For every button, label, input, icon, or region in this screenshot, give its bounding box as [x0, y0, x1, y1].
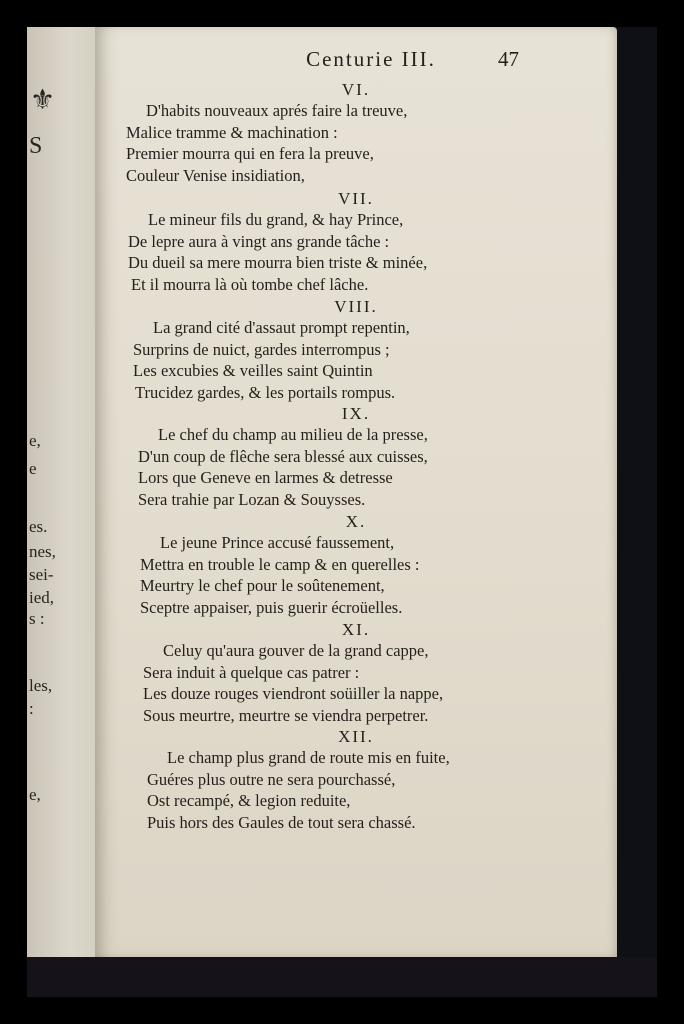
left-fragment: s :: [29, 609, 45, 628]
left-fragment: nes,: [29, 542, 56, 561]
quatrain-number: XI.: [341, 620, 371, 639]
verse-line: Premier mourra qui en fera la preuve,: [126, 144, 374, 163]
verse-line: Le jeune Prince accusé faussement,: [160, 533, 395, 552]
left-fragment: es.: [29, 517, 48, 536]
left-fragment: e: [29, 459, 37, 478]
left-fragment: :: [29, 699, 34, 718]
book-page: [95, 27, 617, 957]
verse-line: Le chef du champ au milieu de la presse,: [158, 425, 428, 444]
verse-line: Et il mourra là où tombe chef lâche.: [131, 274, 369, 294]
page-number: 47: [498, 47, 519, 71]
left-fragment: e,: [29, 431, 41, 450]
verse-line: Sera trahie par Lozan & Souysses.: [138, 489, 366, 509]
verse-line: Celuy qu'aura gouver de la grand cappe,: [163, 641, 429, 660]
verse-line: D'un coup de flêche sera blessé aux cuisses,: [138, 446, 428, 466]
quatrain: [95, 727, 617, 833]
verse-line: Sous meurtre, meurtre se viendra perpetrer.: [143, 705, 429, 725]
verse-line: Les douze rouges viendront soüiller la nappe,: [143, 684, 444, 703]
verse-line: De lepre aura à vingt ans grande tâche :: [128, 231, 390, 251]
verse-line: Puis hors des Gaules de tout sera chassé.: [147, 812, 416, 832]
quatrain-number: VII.: [338, 189, 374, 208]
left-fragment: ied,: [29, 588, 55, 607]
verse-line: Couleur Venise insidiation,: [126, 165, 305, 185]
quatrain-number: X.: [345, 512, 367, 531]
verse-line: Les excubies & veilles saint Quintin: [133, 361, 373, 380]
verse-line: Malice tramme & machination :: [126, 122, 338, 142]
quatrain: [95, 80, 617, 186]
quatrain: [95, 297, 617, 403]
verse-line: Guéres plus outre ne sera pourchassé,: [147, 769, 396, 789]
quatrain-number: IX.: [341, 404, 371, 423]
verse-line: La grand cité d'assaut prompt repentin,: [153, 318, 410, 337]
verse-line: D'habits nouveaux aprés faire la treuve,: [146, 101, 408, 120]
verse-line: Mettra en trouble le camp & en querelles :: [140, 554, 420, 574]
verse-line: Du dueil sa mere mourra bien triste & minée,: [128, 253, 428, 272]
quatrain-number: XII.: [338, 727, 374, 746]
verse-line: Surprins de nuict, gardes interrompus ;: [133, 339, 390, 359]
quatrain: [95, 189, 617, 295]
scan-bottom-shadow: [27, 957, 657, 997]
verse-line: Sera induit à quelque cas patrer :: [143, 662, 360, 682]
left-fragment: S: [29, 133, 43, 159]
left-fragment: les,: [29, 676, 53, 695]
verse-line: Le mineur fils du grand, & hay Prince,: [148, 210, 404, 229]
verse-line: Le champ plus grand de route mis en fuite,: [167, 748, 450, 767]
verse-line: Lors que Geneve en larmes & detresse: [138, 468, 393, 487]
fleuron-ornament: ⚜: [30, 85, 56, 116]
quatrain-number: VI.: [341, 80, 371, 99]
quatrain: [95, 404, 617, 510]
verse-line: Ost recampé, & legion reduite,: [147, 791, 351, 810]
left-fragment: sei-: [29, 565, 54, 584]
quatrain-number: VIII.: [334, 297, 378, 316]
left-fragment: e,: [29, 785, 41, 804]
quatrain: [95, 512, 617, 618]
verse-line: Trucidez gardes, & les portails rompus.: [135, 382, 396, 402]
quatrain: [95, 620, 617, 726]
running-head: Centurie III.: [306, 47, 436, 71]
verse-line: Meurtry le chef pour le soûtenement,: [140, 576, 385, 595]
verse-line: Sceptre appaiser, puis guerir écroüelles.: [140, 597, 403, 617]
